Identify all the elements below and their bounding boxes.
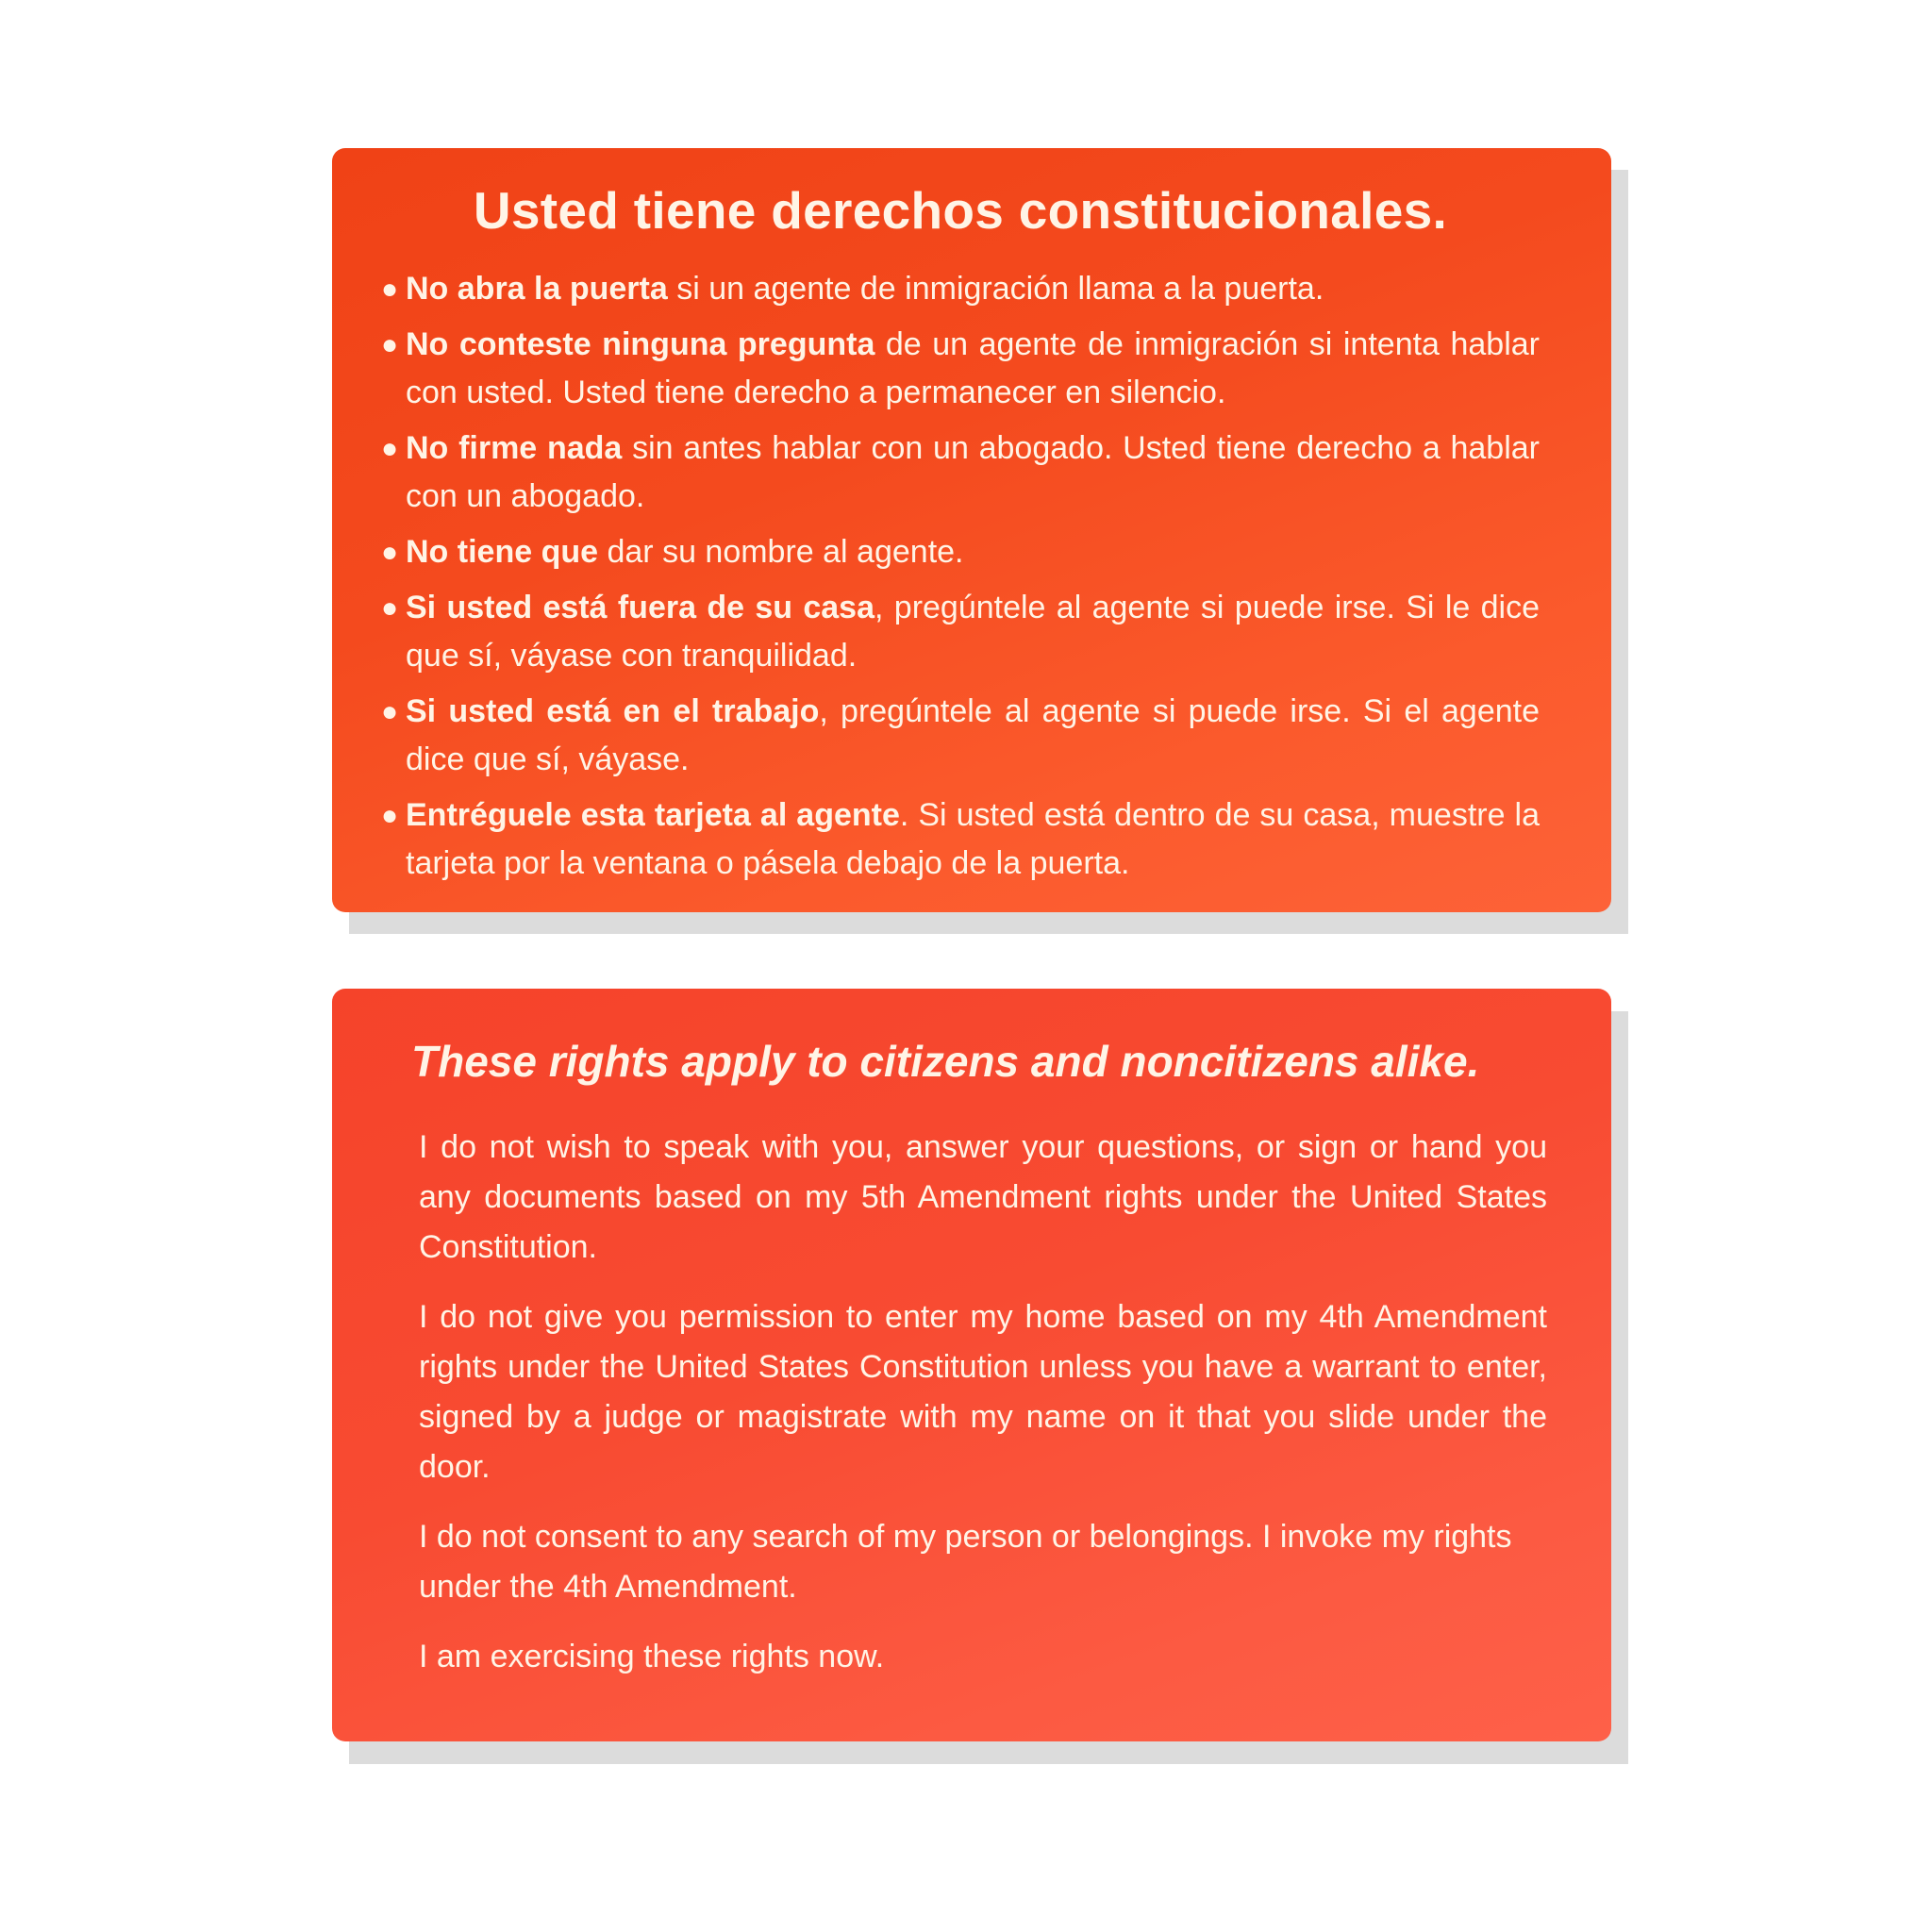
bullet-icon: ● <box>381 274 399 305</box>
spanish-card-title: Usted tiene derechos constitucionales. <box>473 181 1448 240</box>
bullet-icon: ● <box>381 800 399 831</box>
rights-paragraph: I do not consent to any search of my person or belongings. I invoke my rights under the 4th Amendment. <box>419 1519 1512 1605</box>
spanish-rights-list <box>381 265 1540 888</box>
item-bold-text: Si usted está en el trabajo <box>406 693 820 729</box>
item-bold-text: No firme nada <box>406 430 623 466</box>
list-item <box>381 321 1540 417</box>
list-item <box>381 791 1540 888</box>
list-item <box>381 425 1540 521</box>
list-item <box>381 528 1540 576</box>
rights-paragraph: I am exercising these rights now. <box>419 1639 885 1674</box>
item-text: sin antes hablar con un abogado. Usted tiene derecho a hablar con un abogado. <box>406 430 1541 514</box>
item-bold-text: Entréguele esta tarjeta al agente <box>406 797 900 833</box>
item-text: . Si usted está dentro de su casa, muestre la tarjeta por la ventana o pásela debajo de la puerta. <box>406 797 1540 881</box>
item-text: , pregúntele al agente si puede irse. Si le dice que sí, váyase con tranquilidad. <box>406 590 1540 674</box>
spanish-rights-card <box>332 148 1611 912</box>
list-item <box>381 584 1540 680</box>
list-item <box>381 265 1540 313</box>
bullet-icon: ● <box>381 433 399 464</box>
english-rights-card <box>332 989 1611 1741</box>
item-text: de un agente de inmigración si intenta hablar con usted. Usted tiene derecho a permanecer en silencio. <box>406 326 1540 410</box>
rights-paragraph: I do not wish to speak with you, answer your questions, or sign or hand you any documents based on my 5th Amendment rights under the United States Constitution. <box>419 1129 1547 1265</box>
bullet-icon: ● <box>381 696 399 727</box>
item-text: si un agente de inmigración llama a la puerta. <box>667 271 1324 307</box>
bullet-icon: ● <box>381 329 399 360</box>
item-text: , pregúntele al agente si puede irse. Si el agente dice que sí, váyase. <box>406 693 1540 777</box>
item-bold-text: Si usted está fuera de su casa <box>406 590 874 625</box>
list-item <box>381 688 1540 784</box>
item-text: dar su nombre al agente. <box>598 534 964 570</box>
bullet-icon: ● <box>381 537 399 568</box>
rights-paragraph: I do not give you permission to enter my home based on my 4th Amendment rights under the United States Constitution unless you have a warrant to enter, signed by a judge or magistrate with my name on it that you slide under the door. <box>419 1299 1547 1485</box>
item-bold-text: No conteste ninguna pregunta <box>406 326 875 362</box>
bullet-icon: ● <box>381 592 399 624</box>
item-bold-text: No tiene que <box>406 534 599 570</box>
english-card-title: These rights apply to citizens and noncitizens alike. <box>411 1037 1480 1086</box>
item-bold-text: No abra la puerta <box>406 271 668 307</box>
